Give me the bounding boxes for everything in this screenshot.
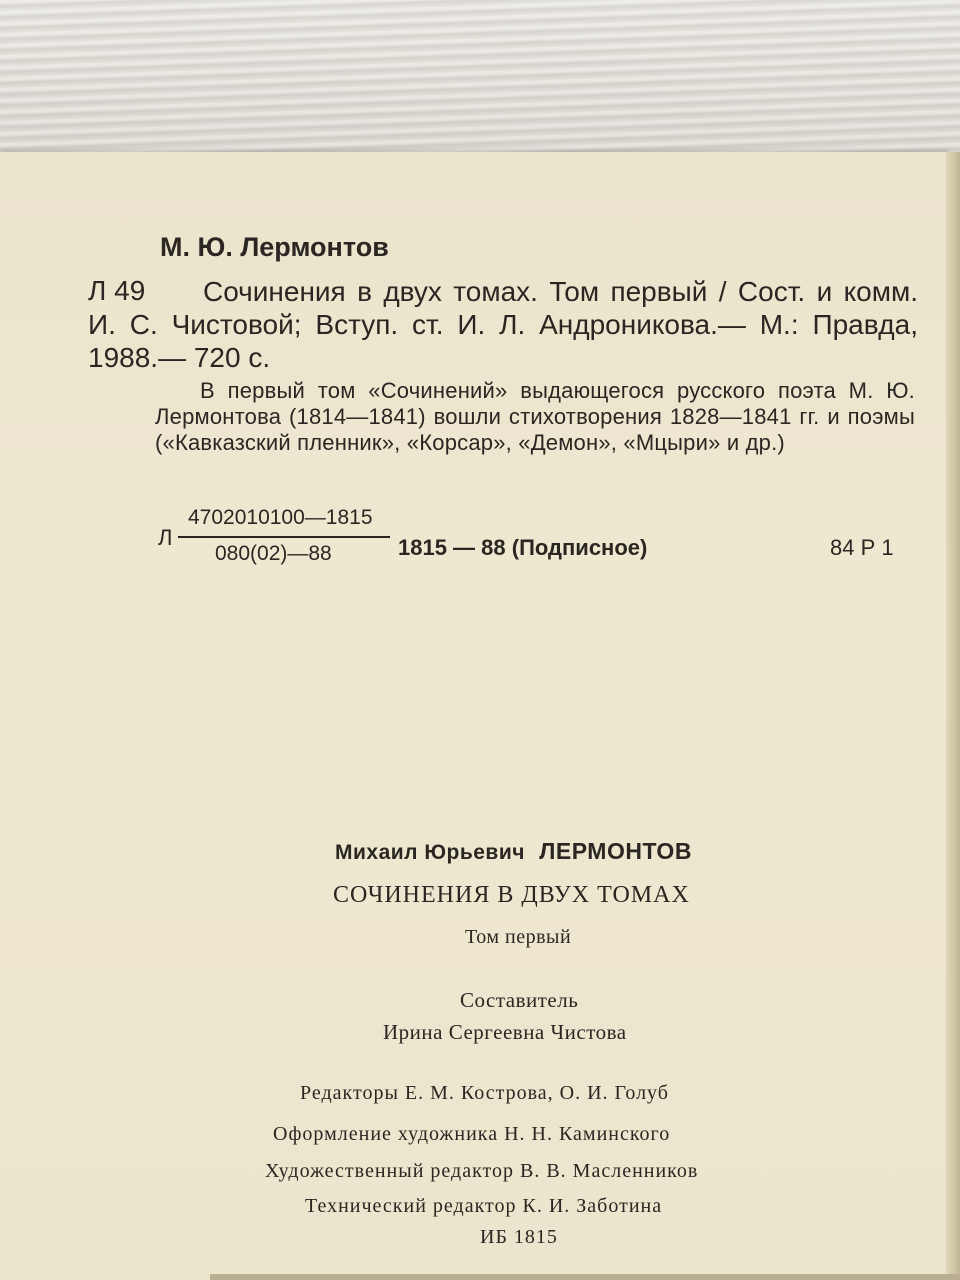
author-surname: ЛЕРМОНТОВ bbox=[539, 838, 692, 864]
author-first-names: Михаил Юрьевич bbox=[335, 841, 525, 864]
index-numerator: 4702010100—1815 bbox=[188, 506, 373, 529]
bibliographic-entry: Сочинения в двух томах. Том первый / Сост. и комм. И. С. Чистовой; Вступ. ст. И. Л. Андроникова.— М.: Правда, 1988.— 720 с. bbox=[88, 276, 918, 373]
ib-number: ИБ 1815 bbox=[480, 1226, 558, 1248]
annotation-text: В первый том «Сочинений» выдающегося русского поэта М. Ю. Лермонтова (1814—1841) вошли стихотворения 1828—1841 гг. и поэмы («Кавказский пленник», «Корсар», «Демон», «Мцыри» и др.) bbox=[155, 378, 915, 455]
compiler-name: Ирина Сергеевна Чистова bbox=[383, 1020, 627, 1044]
colophon-author bbox=[335, 838, 692, 865]
page-edge bbox=[946, 152, 960, 1280]
colophon-volume: Том первый bbox=[465, 926, 572, 948]
design-line: Оформление художника Н. Н. Каминского bbox=[273, 1123, 671, 1145]
author-heading: М. Ю. Лермонтов bbox=[160, 232, 389, 262]
tech-editor-line: Технический редактор К. И. Заботина bbox=[305, 1195, 663, 1217]
fraction-line bbox=[178, 536, 390, 538]
index-subscription: 1815 — 88 (Подписное) bbox=[398, 535, 648, 560]
catalog-code: Л 49 bbox=[88, 275, 146, 306]
wooden-table-background bbox=[0, 0, 960, 160]
editors-line: Редакторы Е. М. Кострова, О. И. Голуб bbox=[300, 1082, 669, 1104]
bbk-code: 84 Р 1 bbox=[830, 535, 894, 560]
colophon-title: СОЧИНЕНИЯ В ДВУХ ТОМАХ bbox=[333, 882, 690, 908]
index-denominator: 080(02)—88 bbox=[215, 542, 332, 565]
index-letter: Л bbox=[158, 525, 173, 550]
compiler-label: Составитель bbox=[460, 988, 579, 1012]
page-bottom-edge bbox=[210, 1274, 960, 1280]
art-editor-line: Художественный редактор В. В. Масленников bbox=[265, 1160, 699, 1182]
